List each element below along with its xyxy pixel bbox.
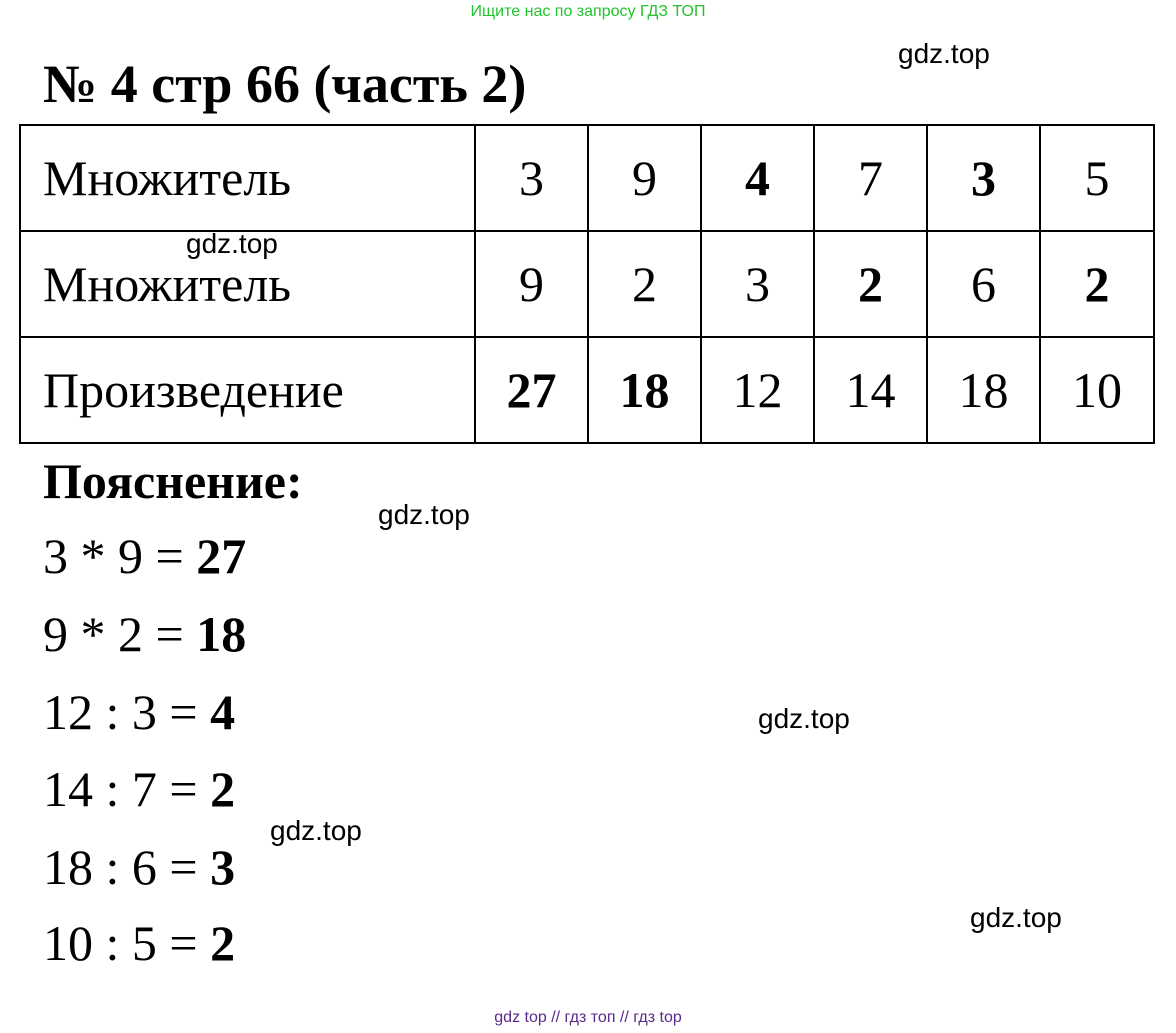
watermark: gdz.top xyxy=(898,38,990,69)
row-label: Множитель xyxy=(20,125,475,231)
table-row xyxy=(20,337,1154,443)
table-cell: 10 xyxy=(1040,337,1154,443)
table-cell: 2 xyxy=(1040,231,1154,337)
table-cell: 12 xyxy=(701,337,814,443)
equation-line xyxy=(43,838,235,896)
page-title: № 4 стр 66 (часть 2) xyxy=(43,54,527,114)
equation-result: 2 xyxy=(210,915,236,971)
table-cell: 27 xyxy=(475,337,588,443)
table-cell: 6 xyxy=(927,231,1040,337)
watermark: gdz.top xyxy=(270,815,362,846)
equation-line xyxy=(43,605,246,663)
equation-result: 4 xyxy=(210,684,236,740)
equation-result: 27 xyxy=(196,528,247,584)
footer-links: gdz top // гдз топ // гдз top xyxy=(494,1009,682,1026)
equation-expr: 3 * 9 = xyxy=(43,528,197,584)
equation-line xyxy=(43,683,235,741)
table-cell: 2 xyxy=(588,231,701,337)
table-row xyxy=(20,125,1154,231)
explanation-title: Пояснение: xyxy=(43,453,303,509)
watermark: gdz.top xyxy=(378,499,470,530)
table-cell: 3 xyxy=(475,125,588,231)
watermark: gdz.top xyxy=(970,902,1062,933)
table-cell: 3 xyxy=(701,231,814,337)
equation-expr: 9 * 2 = xyxy=(43,606,197,662)
table-cell: 3 xyxy=(927,125,1040,231)
equation-expr: 14 : 7 = xyxy=(43,761,211,817)
table-cell: 9 xyxy=(475,231,588,337)
equation-line xyxy=(43,527,246,585)
table-cell: 7 xyxy=(814,125,927,231)
table-cell: 14 xyxy=(814,337,927,443)
table-cell: 5 xyxy=(1040,125,1154,231)
equation-result: 3 xyxy=(210,839,236,895)
equation-line xyxy=(43,914,235,972)
equation-line xyxy=(43,760,235,818)
multiplication-table xyxy=(19,124,1155,444)
table-cell: 2 xyxy=(814,231,927,337)
watermark: gdz.top xyxy=(758,703,850,734)
equation-expr: 18 : 6 = xyxy=(43,839,211,895)
watermark: gdz.top xyxy=(186,228,278,259)
table-cell: 9 xyxy=(588,125,701,231)
equation-result: 2 xyxy=(210,761,236,817)
equation-expr: 12 : 3 = xyxy=(43,684,211,740)
equation-expr: 10 : 5 = xyxy=(43,915,211,971)
table-cell: 18 xyxy=(927,337,1040,443)
row-label: Множитель xyxy=(20,231,475,337)
search-banner: Ищите нас по запросу ГДЗ ТОП xyxy=(470,3,706,20)
table-cell: 18 xyxy=(588,337,701,443)
row-label: Произведение xyxy=(20,337,475,443)
equation-result: 18 xyxy=(196,606,247,662)
table-cell: 4 xyxy=(701,125,814,231)
